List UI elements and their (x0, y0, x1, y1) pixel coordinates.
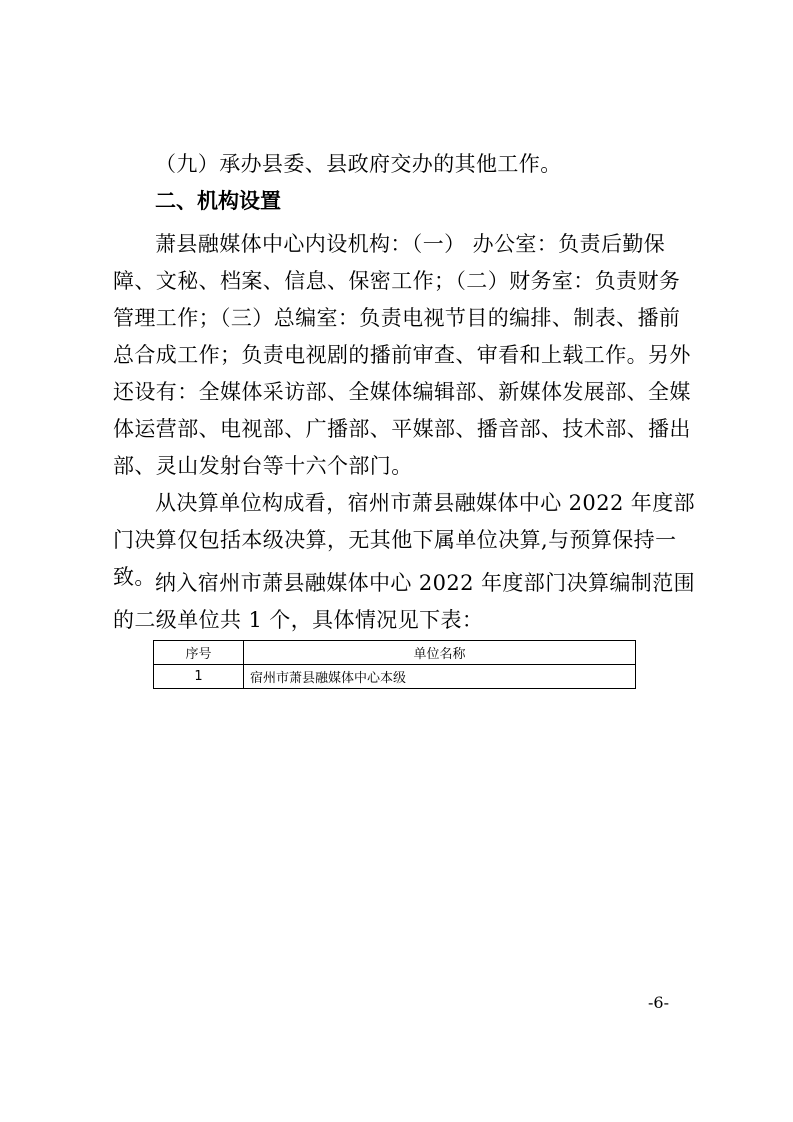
column-header-unit-name: 单位名称 (244, 641, 636, 665)
paragraph-duties-nine: （九）承办县委、县政府交办的其他工作。 (155, 152, 562, 176)
paragraph-secondary-units: 纳入宿州市萧县融媒体中心 2022 年度部门决算编制范围的二级单位共 1 个，具体情况见下表： (113, 571, 695, 632)
table-row (154, 665, 636, 689)
cell-unit-name: 宿州市萧县融媒体中心本级 (244, 665, 636, 689)
paragraph-unit-composition: 从决算单位构成看，宿州市萧县融媒体中心 2022 年度部门决算仅包括本级决算，无其他下属单位决算,与预算保持一致。 (113, 491, 695, 589)
table-header-row (154, 641, 636, 665)
cell-seq: 1 (154, 665, 244, 689)
section-heading-organization: 二、机构设置 (155, 189, 281, 213)
column-header-seq: 序号 (154, 641, 244, 665)
paragraph-internal-departments: 萧县融媒体中心内设机构：（一） 办公室：负责后勤保障、文秘、档案、信息、保密工作；（二）财务室：负责财务管理工作；（三）总编室：负责电视节目的编排、制表、播前总合成工作；负责电视剧的播前审查、审看和上载工作。另外还设有：全媒体采访部、全媒体编辑部、新媒体发展部、全媒体运营部、电视部、广播部、平媒部、播音部、技术部、播出部、灵山发射台等十六个部门。 (113, 232, 691, 478)
unit-table (153, 640, 636, 689)
page-number: -6- (648, 993, 669, 1012)
